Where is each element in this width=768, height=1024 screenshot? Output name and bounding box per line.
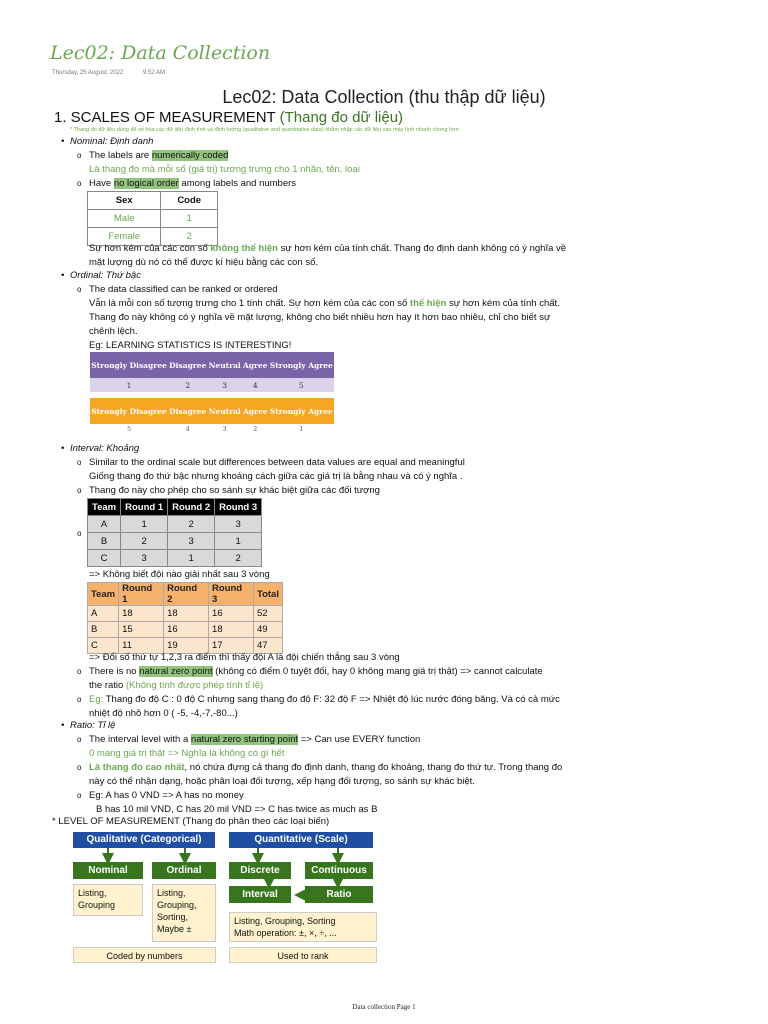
table-cell: 18 [119,606,164,622]
table-cell: 1 [168,550,215,567]
interval-bullet-1: o Similar to the ordinal scale but differences between data values are equal and meaningful [89,456,465,470]
used-to-rank: Used to rank [229,947,377,963]
team-rank-table [87,498,262,567]
ordinal-line-2 [89,297,560,311]
ordinal-heading: • Ordinal: Thứ bậc [70,269,141,283]
interval-bullet-2: o Thang đo này cho phép cho so sánh sự khác biệt giữa các đối tượng [89,484,380,498]
nominal-bullet-2 [89,177,296,191]
likert-label: Strongly Agree [269,406,333,416]
table-cell: 11 [119,638,164,654]
likert-value: 4 [185,425,190,433]
table-cell: 1 [161,210,218,228]
likert-value: 4 [252,380,258,390]
likert-value: 1 [126,380,132,390]
text: The interval level with a [89,734,191,745]
ratio-note: 0 mang giá trị thật => Nghĩa là không có gì hết [89,748,285,759]
interval-bullet-1-vi: Giống thang đo thứ bậc nhưng khoảng cách giữa các giá trị là bằng nhau và có ý nghĩa . [89,471,463,482]
table-cell: 1 [215,533,262,550]
team-score-table [87,582,283,654]
interval-bullet-3 [89,665,543,679]
sex-code-table [87,191,218,246]
likert-label: Neutral [208,406,241,416]
likert-label: Disagree [169,406,207,416]
ratio-bullet-3-line-2: B has 10 mil VND, C has 20 mil VND => C has twice as much as B [96,804,378,815]
table-cell: 18 [209,622,254,638]
nominal-heading: • Nominal: Định danh [70,135,153,149]
qualitative-header: Qualitative (Categorical) [73,832,215,848]
table-cell: B [88,533,121,550]
likert-value: 2 [253,425,258,433]
interval-bullet-4-line-2: nhiệt độ nhỏ hơn 0 ( -5, -4,-7,-80...) [89,708,238,719]
table-header: Round 1 [119,583,164,606]
ordinal-bullet-1: o The data classified can be ranked or ordered [89,283,278,297]
likert-label: Disagree [169,360,207,370]
table-cell: 3 [215,516,262,533]
text: There is no [89,666,140,677]
table-cell: 2 [215,550,262,567]
table-header: Round 3 [209,583,254,606]
likert-value: 3 [222,425,227,433]
table-cell: 1 [121,516,168,533]
emphasis: không thể hiện [210,243,278,254]
table-cell: 47 [253,638,282,654]
nominal-note: Là thang đo mà mỗi số (giá trị) tương trưng cho 1 nhãn, tên, loại [89,164,360,175]
document-title: Lec02: Data Collection (thu thập dữ liệu) [222,87,546,107]
table-cell: 18 [164,606,209,622]
section-note: * Thang đo dữ liệu dùng để số hóa các dữ liệu định tính và định lượng (qualitative and quantitative data) nhằm nhập các dữ liệu vào máy tính nhanh chóng hơn [70,127,459,133]
section-heading-en: 1. SCALES OF MEASUREMENT [54,109,280,126]
table-header: Total [253,583,282,606]
highlight: numerically coded [151,150,229,161]
emphasis: thể hiện [409,298,447,309]
interval-note-1: => Không biết đội nào giải nhất sau 3 vòng [89,569,270,580]
coded-by-numbers: Coded by numbers [73,947,216,963]
likert-value: 5 [127,425,131,433]
text: the ratio [89,680,126,691]
table-header: Team [88,499,121,516]
table-header: Round 1 [121,499,168,516]
text: Have [89,178,114,189]
table-header: Sex [88,192,161,210]
text: Thang đo độ C : 0 độ C nhưng sang thang đo độ F: 32 độ F => Nhiệt độ lúc nước đóng băng. Và có cả mức [103,694,560,705]
table-cell: 49 [253,622,282,638]
op-item: Listing, [157,888,186,898]
op-item: Sorting, [157,912,189,922]
ratio-box: Ratio [305,886,373,903]
ratio-bullet-2-line-2: này có thể nhận dạng, hoặc phân loại đối tượng, xếp hạng đối tượng, so sánh sự khác biệt. [89,776,475,787]
ordinal-box: Ordinal [152,862,216,879]
table-cell: 16 [209,606,254,622]
ratio-heading: • Ratio: Tỉ lệ [70,719,115,733]
emphasis: Là thang đo cao nhất [89,762,185,773]
time-text: 9:52 AM [142,70,165,76]
table-header: Team [88,583,119,606]
op-item: Listing, [78,888,107,898]
table-cell: 52 [253,606,282,622]
likert-value: 5 [298,380,304,390]
likert-value: 2 [185,380,191,390]
table-cell: A [88,516,121,533]
ratio-bullet-3: o Eg: A has 0 VND => A has no money [89,789,244,803]
highlight: natural zero point [139,666,213,677]
table-cell: 2 [161,228,218,246]
text: among labels and numbers [178,178,297,189]
likert-label: Agree [242,360,268,370]
interval-note-2: => Đổi số thứ tự 1,2,3 ra điểm thì thấy đội A là đội chiến thắng sau 3 vòng [89,652,400,663]
ratio-bullet-1 [89,733,420,747]
table-cell: 19 [164,638,209,654]
interval-bullet-3-line-2 [89,679,263,693]
table-cell: 15 [119,622,164,638]
table-cell: 16 [164,622,209,638]
ordinal-example: Eg: LEARNING STATISTICS IS INTERESTING! [89,340,292,351]
text: (không có điểm 0 tuyệt đối, hay 0 không mang giá trị thật) => cannot calculate [212,666,543,677]
continuous-box: Continuous [305,862,373,879]
highlight: no logical order [113,178,179,189]
table-header: Round 2 [168,499,215,516]
text: Vẫn là mỗi con số tượng trưng cho 1 tính chất. Sự hơn kém của các con số [89,298,410,309]
ordinal-operations [152,884,216,942]
nominal-bullet-1 [89,149,228,163]
likert-label: Strongly Disagree [91,360,167,370]
table-header: Round 3 [215,499,262,516]
nominal-paragraph-1 [89,242,566,256]
page-date [52,70,183,76]
likert-scale-orange [90,398,334,434]
interval-bullet-4 [89,693,560,707]
text: , nó chứa đựng cả thang đo định danh, thang đo khoảng, thang đo thứ tự. Trong thang đo [184,762,563,773]
likert-label: Strongly Agree [269,360,333,370]
eg-label: Eg: [89,694,104,705]
likert-label: Neutral [208,360,241,370]
quantitative-operations [229,912,377,942]
text: => Can use EVERY function [298,734,421,745]
op-item: Math operation: ±, ×, ÷, ... [234,928,337,938]
table-cell: Female [88,228,161,246]
bullet-marker: o [77,529,82,538]
op-item: Listing, Grouping, Sorting [234,916,336,926]
op-item: Maybe ± [157,924,192,934]
highlight: natural zero starting point [190,734,299,745]
page-footer: Data collection Page 1 [352,1003,416,1011]
table-cell: C [88,638,119,654]
section-heading [54,109,403,126]
likert-value: 1 [299,425,304,433]
likert-label: Strongly Disagree [91,406,167,416]
table-cell: 3 [168,533,215,550]
nominal-box: Nominal [73,862,143,879]
ordinal-line-3: Thang đo này không có ý nghĩa về mặt lượng, không cho biết nhiều hơn hay ít hơn bao nhiêu, chỉ cho biết sự [89,312,551,323]
likert-scale-purple [90,352,334,392]
ordinal-line-4: chênh lệch. [89,326,138,337]
date-text: Thursday, 25 August, 2022 [52,70,124,76]
text: sự hơn kém của tính chất. Thang đo định danh không có ý nghĩa về [277,243,567,254]
likert-label: Agree [242,406,268,416]
nominal-operations [73,884,143,916]
table-cell: 17 [209,638,254,654]
table-cell: 2 [121,533,168,550]
nominal-paragraph-2: mặt lượng dù nó có thể được kí hiệu bằng các con số. [89,257,319,268]
table-cell: B [88,622,119,638]
interval-heading: • Interval: Khoảng [70,442,139,456]
table-cell: Male [88,210,161,228]
table-cell: C [88,550,121,567]
likert-value: 3 [222,380,228,390]
ratio-bullet-2 [89,761,562,775]
table-cell: 3 [121,550,168,567]
table-cell: 2 [168,516,215,533]
op-item: Grouping, [157,900,197,910]
table-cell: A [88,606,119,622]
page-title: Lec02: Data Collection [50,42,271,64]
level-heading: * LEVEL OF MEASUREMENT (Thang đo phân theo các loại biến) [52,816,330,827]
quantitative-header: Quantitative (Scale) [229,832,373,848]
note: (Không tính được phép tính tỉ lệ) [125,680,264,691]
table-header: Code [161,192,218,210]
interval-box: Interval [229,886,291,903]
table-header: Round 2 [164,583,209,606]
text: The labels are [89,150,152,161]
discrete-box: Discrete [229,862,291,879]
text: Sự hơn kém của các con số [89,243,211,254]
section-heading-vi: (Thang đo dữ liệu) [279,109,404,126]
op-item: Grouping [78,900,116,910]
text: sự hơn kém của tính chất. [446,298,560,309]
